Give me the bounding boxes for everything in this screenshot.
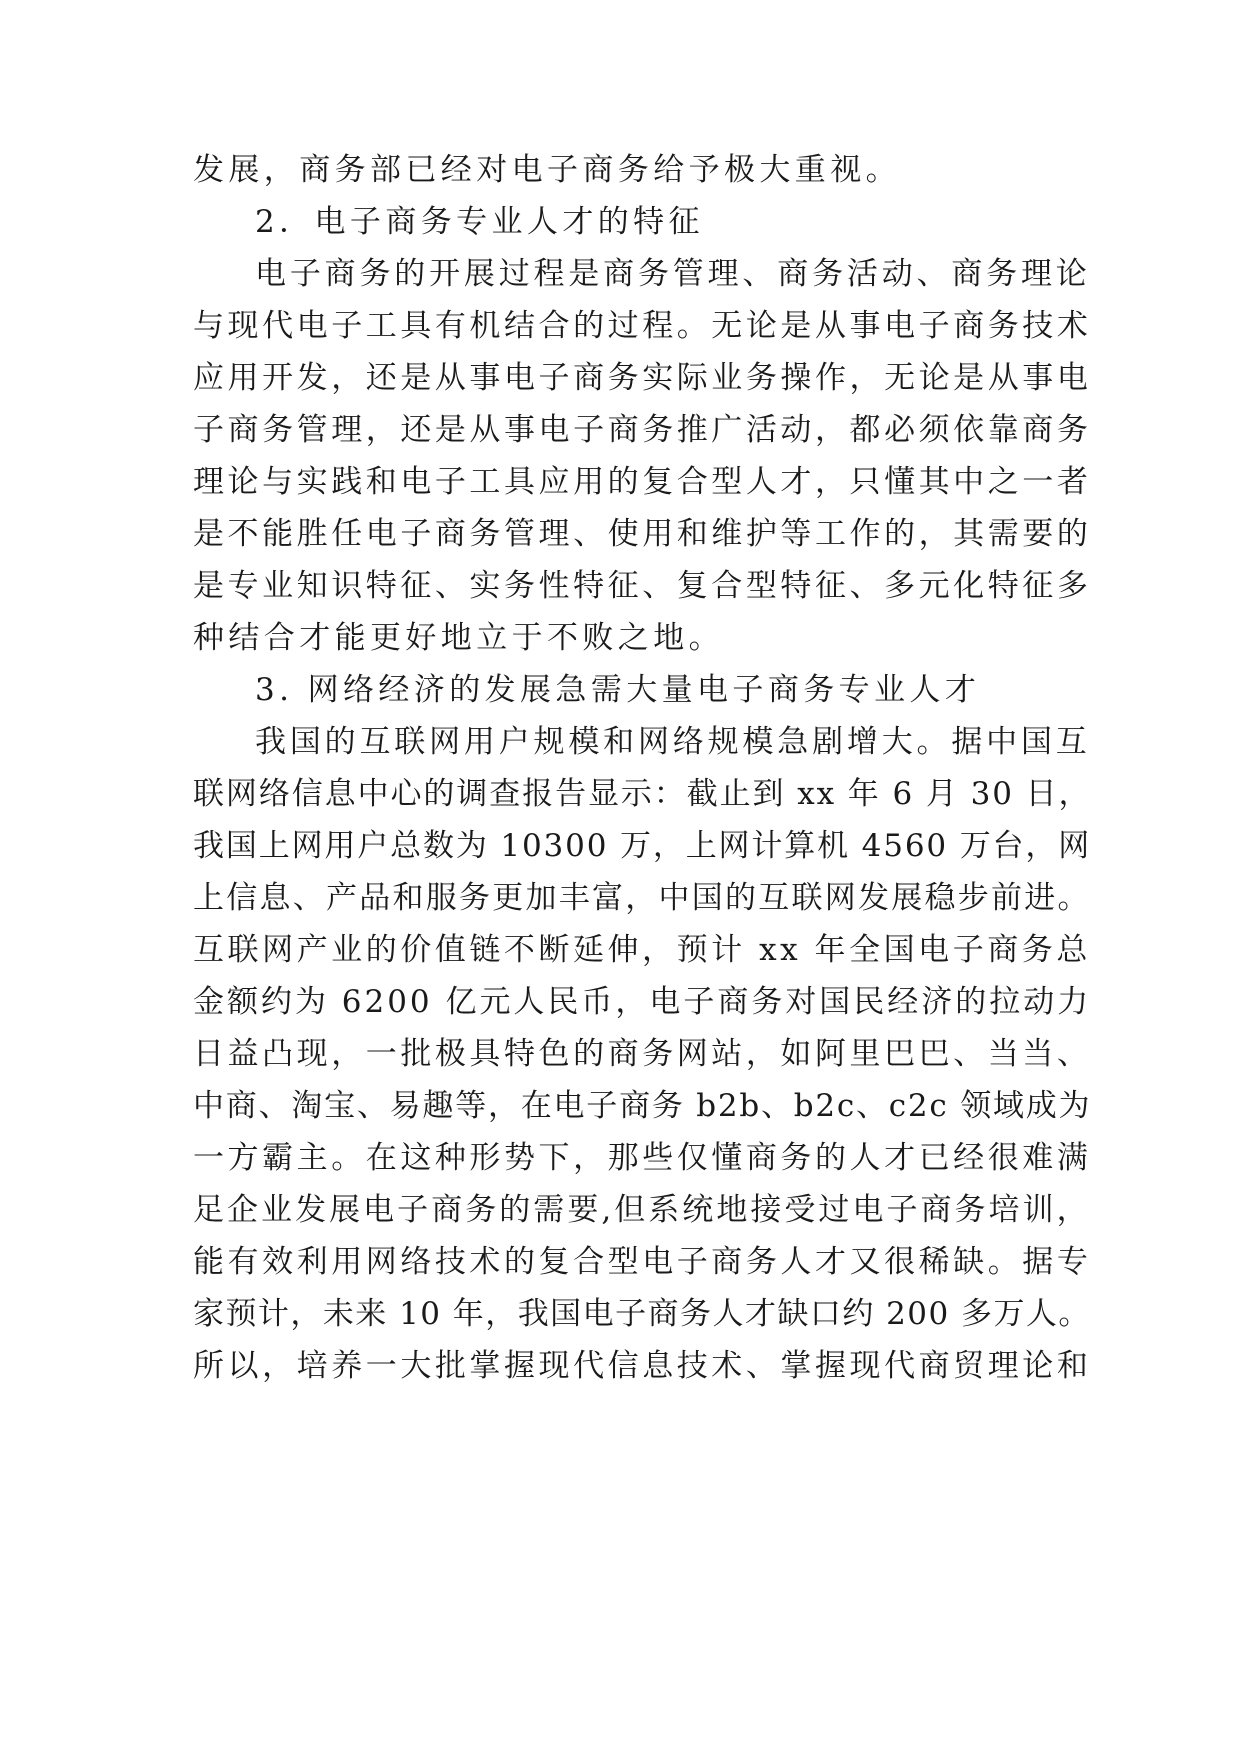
text-line: 能有效利用网络技术的复合型电子商务人才又很稀缺。据专 <box>193 1244 1092 1280</box>
text-line: 我国上网用户总数为 10300 万，上网计算机 4560 万台，网 <box>193 828 1092 864</box>
text-line: 应用开发，还是从事电子商务实际业务操作，无论是从事电 <box>193 360 1092 396</box>
text-line: 我国的互联网用户规模和网络规模急剧增大。据中国互 <box>255 724 1091 760</box>
text-line: 互联网产业的价值链不断延伸，预计 xx 年全国电子商务总 <box>193 932 1091 968</box>
text-line: 所以，培养一大批掌握现代信息技术、掌握现代商贸理论和 <box>193 1348 1092 1384</box>
text-line: 家预计，未来 10 年，我国电子商务人才缺口约 200 多万人。 <box>193 1296 1091 1332</box>
text-line: 中商、淘宝、易趣等，在电子商务 b2b、b2c、c2c 领域成为 <box>193 1088 1092 1124</box>
text-line: 发展，商务部已经对电子商务给予极大重视。 <box>193 152 901 188</box>
text-line: 与现代电子工具有机结合的过程。无论是从事电子商务技术 <box>193 308 1092 344</box>
text-line: 上信息、产品和服务更加丰富，中国的互联网发展稳步前进。 <box>193 880 1091 916</box>
text-line: 理论与实践和电子工具应用的复合型人才，只懂其中之一者 <box>193 464 1092 500</box>
section-heading: 2．电子商务专业人才的特征 <box>255 204 704 240</box>
text-line: 联网络信息中心的调查报告显示：截止到 xx 年 6 月 30 日， <box>193 776 1092 812</box>
section-heading: 3. 网络经济的发展急需大量电子商务专业人才 <box>255 672 981 708</box>
text-line: 金额约为 6200 亿元人民币，电子商务对国民经济的拉动力 <box>193 984 1092 1020</box>
text-line: 一方霸主。在这种形势下，那些仅懂商务的人才已经很难满 <box>193 1140 1092 1176</box>
text-line: 电子商务的开展过程是商务管理、商务活动、商务理论 <box>255 256 1091 292</box>
text-line: 是不能胜任电子商务管理、使用和维护等工作的，其需要的 <box>193 516 1092 552</box>
text-line: 足企业发展电子商务的需要,但系统地接受过电子商务培训， <box>193 1192 1091 1228</box>
text-line: 子商务管理，还是从事电子商务推广活动，都必须依靠商务 <box>193 412 1092 448</box>
text-line: 种结合才能更好地立于不败之地。 <box>193 620 724 656</box>
text-line: 日益凸现，一批极具特色的商务网站，如阿里巴巴、当当、 <box>193 1036 1092 1072</box>
text-line: 是专业知识特征、实务性特征、复合型特征、多元化特征多 <box>193 568 1092 604</box>
